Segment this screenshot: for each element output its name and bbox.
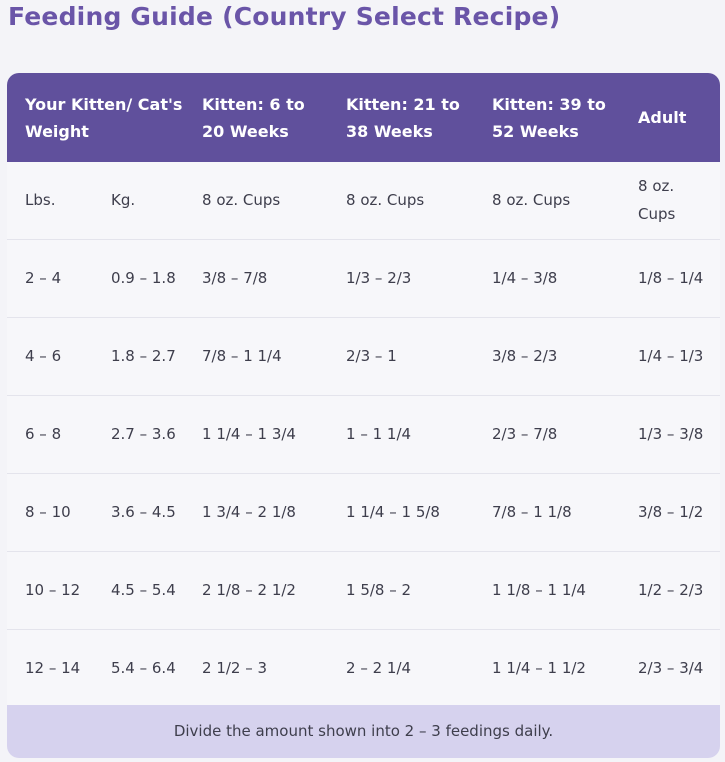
header-kitten-39-52: Kitten: 39 to 52 Weeks xyxy=(492,94,606,141)
table-row xyxy=(7,629,720,707)
cell-kg: 1.8 – 2.7 xyxy=(111,347,176,365)
cell-adult: 1/8 – 1/4 xyxy=(638,269,704,287)
cell-kg: 3.6 – 4.5 xyxy=(111,503,176,521)
header-adult: Adult xyxy=(638,108,687,127)
cell-kitten-6-20: 2 1/8 – 2 1/2 xyxy=(202,581,296,599)
cell-kitten-21-38: 2 – 2 1/4 xyxy=(346,659,412,677)
cell-kg: 2.7 – 3.6 xyxy=(111,425,176,443)
header-kitten-6-20: Kitten: 6 to 20 Weeks xyxy=(202,94,305,141)
cell-lbs: 4 – 6 xyxy=(25,347,62,365)
cell-kg: 4.5 – 5.4 xyxy=(111,581,176,599)
cell-kitten-21-38: 1 – 1 1/4 xyxy=(346,425,412,443)
cell-kitten-39-52: 7/8 – 1 1/8 xyxy=(492,503,572,521)
unit-kg: Kg. xyxy=(111,191,136,210)
unit-cups-adult: 8 oz. Cups xyxy=(638,177,676,224)
cell-kitten-21-38: 2/3 – 1 xyxy=(346,347,397,365)
table-row xyxy=(7,551,720,629)
unit-cups-6-20: 8 oz. Cups xyxy=(202,191,281,210)
cell-adult: 1/3 – 3/8 xyxy=(638,425,704,443)
cell-kitten-6-20: 1 3/4 – 2 1/8 xyxy=(202,503,296,521)
cell-kitten-6-20: 1 1/4 – 1 3/4 xyxy=(202,425,296,443)
header-kitten-21-38: Kitten: 21 to 38 Weeks xyxy=(346,94,460,141)
table-body xyxy=(7,162,720,707)
cell-kitten-6-20: 7/8 – 1 1/4 xyxy=(202,347,282,365)
header-weight: Your Kitten/ Cat's Weight xyxy=(25,94,183,141)
cell-kitten-39-52: 2/3 – 7/8 xyxy=(492,425,558,443)
unit-cups-21-38: 8 oz. Cups xyxy=(346,191,425,210)
cell-kg: 5.4 – 6.4 xyxy=(111,659,176,677)
cell-kitten-21-38: 1 1/4 – 1 5/8 xyxy=(346,503,440,521)
cell-kg: 0.9 – 1.8 xyxy=(111,269,176,287)
cell-adult: 2/3 – 3/4 xyxy=(638,659,704,677)
cell-lbs: 2 – 4 xyxy=(25,269,62,287)
table-row xyxy=(7,317,720,395)
header-row xyxy=(7,73,720,162)
cell-kitten-6-20: 3/8 – 7/8 xyxy=(202,269,268,287)
cell-lbs: 6 – 8 xyxy=(25,425,62,443)
table-header xyxy=(7,73,720,162)
cell-kitten-21-38: 1 5/8 – 2 xyxy=(346,581,412,599)
unit-lbs: Lbs. xyxy=(25,191,56,210)
cell-kitten-39-52: 3/8 – 2/3 xyxy=(492,347,558,365)
cell-lbs: 8 – 10 xyxy=(25,503,71,521)
cell-kitten-39-52: 1 1/8 – 1 1/4 xyxy=(492,581,586,599)
table-row xyxy=(7,395,720,473)
table-footnote: Divide the amount shown into 2 – 3 feedings daily. xyxy=(7,705,720,758)
table-row xyxy=(7,239,720,317)
cell-adult: 1/4 – 1/3 xyxy=(638,347,704,365)
cell-adult: 1/2 – 2/3 xyxy=(638,581,704,599)
cell-lbs: 12 – 14 xyxy=(25,659,81,677)
cell-kitten-21-38: 1/3 – 2/3 xyxy=(346,269,412,287)
table-row xyxy=(7,473,720,551)
cell-kitten-39-52: 1 1/4 – 1 1/2 xyxy=(492,659,586,677)
feeding-guide-table xyxy=(7,73,720,708)
cell-kitten-39-52: 1/4 – 3/8 xyxy=(492,269,558,287)
unit-cups-39-52: 8 oz. Cups xyxy=(492,191,571,210)
cell-kitten-6-20: 2 1/2 – 3 xyxy=(202,659,268,677)
cell-adult: 3/8 – 1/2 xyxy=(638,503,704,521)
page-title: Feeding Guide (Country Select Recipe) xyxy=(8,2,561,31)
feeding-table-container xyxy=(7,73,720,758)
cell-lbs: 10 – 12 xyxy=(25,581,81,599)
units-row xyxy=(7,162,720,239)
